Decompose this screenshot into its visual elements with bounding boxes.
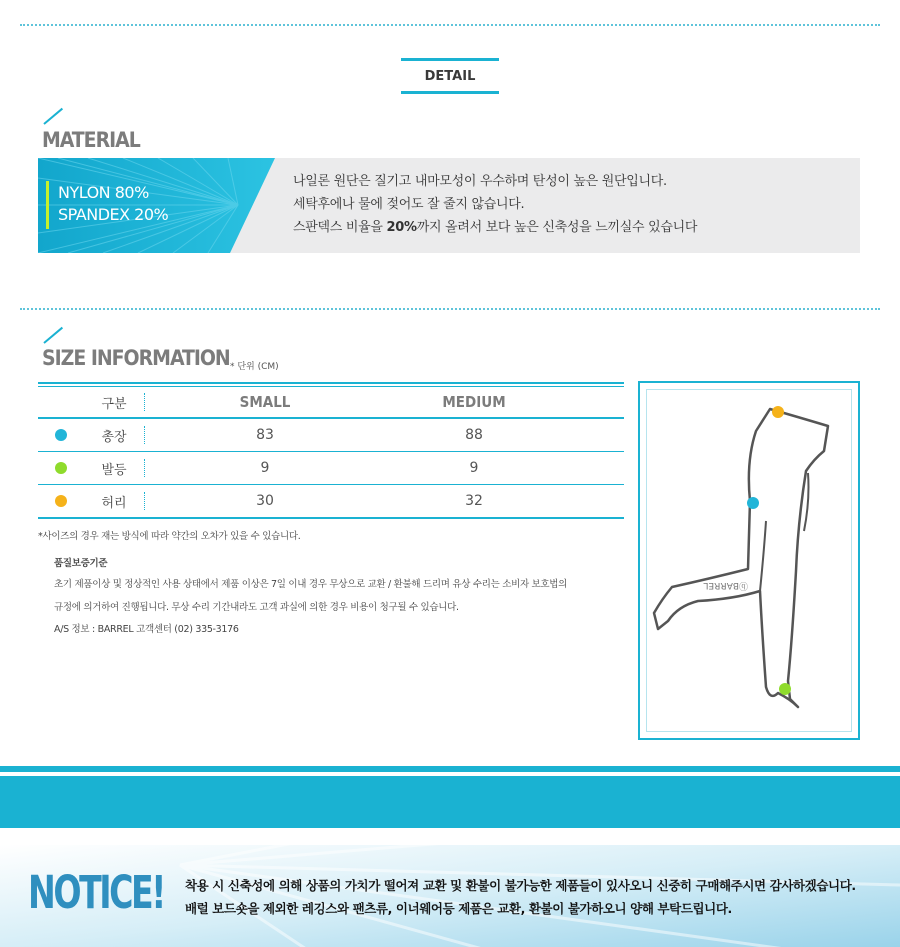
leggings-illustration — [638, 381, 860, 740]
bottom-band-thin — [0, 766, 900, 772]
row-medium-value: 32 — [465, 493, 483, 509]
material-desc-line — [293, 216, 697, 239]
material-desc-line: 나일론 원단은 질기고 내마모성이 우수하며 탄성이 높은 원단입니다. — [293, 174, 667, 189]
instep-dot-icon — [55, 462, 67, 474]
as-info: A/S 정보 : BARREL 고객센터 (02) 335-3176 — [54, 624, 239, 635]
material-description — [293, 170, 697, 239]
material-nylon: NYLON 80% — [58, 183, 149, 202]
material-desc-line: 세탁후에나 물에 젖어도 잘 줄지 않습니다. — [293, 197, 525, 212]
unit-note: * 단위 (CM) — [230, 362, 279, 372]
leggings-drawing — [638, 381, 860, 740]
quality-title: 품질보증기준 — [54, 558, 108, 569]
row-label: 발등 — [101, 462, 127, 478]
length-dot-icon — [55, 429, 67, 441]
header-medium: MEDIUM — [442, 393, 506, 411]
material-desc-text: 까지 올려서 보다 높은 신축성을 느끼실수 있습니다 — [416, 220, 698, 235]
table-cell — [38, 462, 84, 474]
material-desc-bold: 20% — [386, 220, 417, 235]
brand-mark: ⓑBARREL — [703, 580, 748, 590]
material-slash-mark — [43, 108, 63, 125]
material-title: MATERIAL — [42, 128, 140, 152]
middle-divider — [20, 308, 880, 310]
material-accent-bar — [46, 181, 49, 229]
row-medium-value: 9 — [469, 460, 479, 476]
row-label: 허리 — [101, 495, 127, 511]
table-row — [38, 452, 624, 485]
quality-line: 초기 제품이상 및 정상적인 사용 상태에서 제품 이상은 7일 이내 경우 무상으로 교환 / 환불해 드리며 유상 수리는 소비자 보호법의 — [54, 579, 568, 590]
quality-line: 규정에 의거하여 진행됩니다. 무상 수리 기간내라도 고객 과실에 의한 경우 비용이 청구될 수 있습니다. — [54, 602, 459, 613]
material-composition-panel — [38, 158, 275, 253]
notice-title: NOTICE! — [28, 866, 164, 919]
row-medium-value: 88 — [465, 427, 483, 443]
measurement-note: *사이즈의 경우 재는 방식에 따라 약간의 오차가 있을 수 있습니다. — [38, 531, 301, 542]
row-small-value: 30 — [256, 493, 274, 509]
table-cell — [38, 429, 84, 441]
row-small-value: 9 — [260, 460, 270, 476]
size-slash-mark — [43, 327, 63, 344]
table-header-row — [38, 387, 624, 419]
detail-tab: DETAIL — [401, 58, 499, 94]
table-cell — [38, 495, 84, 507]
table-row — [38, 485, 624, 519]
notice-line: 배럴 보드숏을 제외한 레깅스와 팬츠류, 이너웨어등 제품은 교환, 환불이 불가하오니 양해 부탁드립니다. — [185, 901, 732, 916]
notice-panel — [0, 845, 900, 947]
row-small-value: 83 — [256, 427, 274, 443]
instep-marker-icon — [779, 683, 791, 695]
bottom-band-thick — [0, 776, 900, 828]
waist-marker-icon — [772, 406, 784, 418]
length-marker-icon — [747, 497, 759, 509]
material-desc-text: 스판덱스 비율을 — [293, 220, 387, 235]
size-info-title: SIZE INFORMATION — [42, 346, 230, 370]
material-box — [38, 158, 860, 253]
material-spandex: SPANDEX 20% — [58, 205, 169, 224]
table-row — [38, 419, 624, 452]
waist-dot-icon — [55, 495, 67, 507]
header-small: SMALL — [239, 393, 291, 411]
notice-line: 착용 시 신축성에 의해 상품의 가치가 떨어져 교환 및 환불이 불가능한 제품들이 있사오니 신중히 구매해주시면 감사하겠습니다. — [185, 878, 856, 893]
top-divider — [20, 24, 880, 26]
header-label: 구분 — [101, 396, 127, 412]
row-label: 총장 — [101, 429, 127, 445]
